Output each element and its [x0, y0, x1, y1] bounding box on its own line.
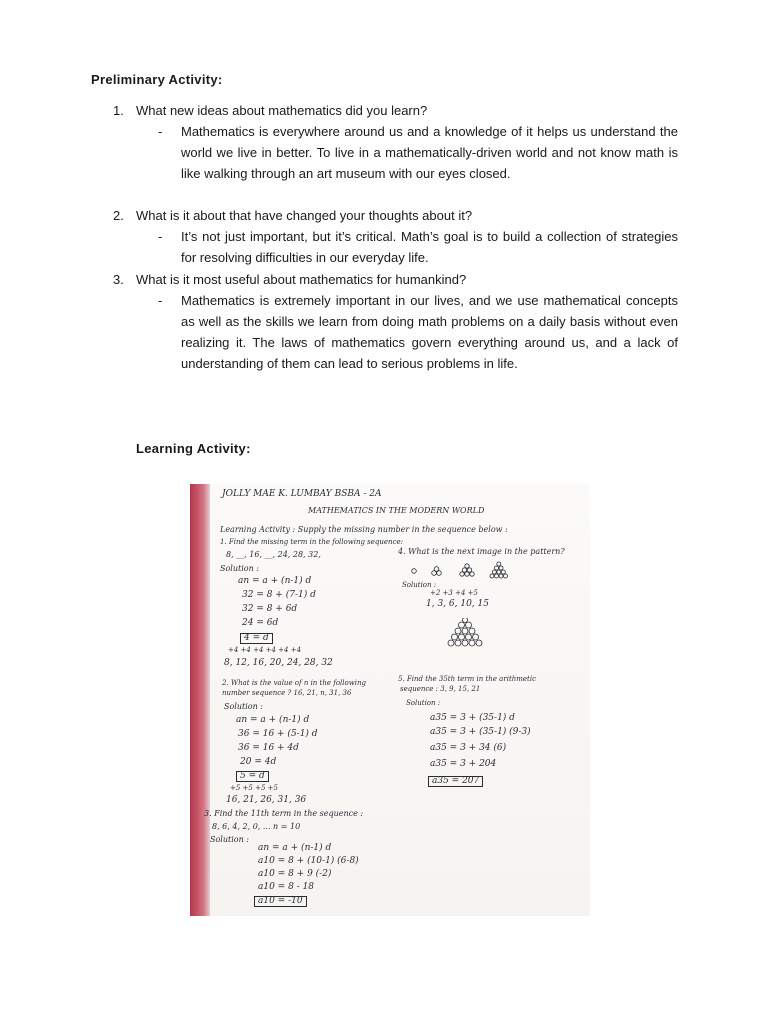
- p3-answer-box: a10 = -10: [254, 896, 307, 907]
- answer-1: [158, 121, 678, 184]
- bullet-dash: -: [158, 229, 163, 244]
- dot-pattern-icon: [408, 560, 518, 580]
- p2-line-3: 36 = 16 + 4d: [238, 743, 299, 753]
- p2-solution-label: Solution :: [224, 702, 263, 711]
- p5-answer-box: a35 = 207: [428, 776, 483, 787]
- question-1: [113, 100, 427, 121]
- p5-line-3: a35 = 3 + 34 (6): [430, 743, 507, 753]
- p2-arcs: +5 +5 +5 +5: [230, 784, 278, 792]
- p1-line-1: an = a + (n-1) d: [238, 576, 312, 586]
- p3-solution-label: Solution :: [210, 835, 249, 844]
- p2-line-2: 36 = 16 + (5-1) d: [238, 729, 318, 739]
- p1-line-3: 32 = 8 + 6d: [242, 604, 298, 614]
- p1-line-4: 24 = 6d: [242, 618, 279, 628]
- p3-line-4: a10 = 8 - 18: [258, 882, 315, 892]
- p4-result: 1, 3, 6, 10, 15: [426, 599, 489, 609]
- p3-sequence: 8, 6, 4, 2, 0, ... n = 10: [212, 822, 301, 831]
- instruction: Learning Activity : Supply the missing number in the sequence below :: [220, 525, 508, 534]
- p5-solution-label: Solution :: [406, 699, 441, 707]
- question-2: [113, 205, 472, 226]
- worksheet-photo: [190, 484, 590, 916]
- p2-question-1: 2. What is the value of n in the following: [222, 679, 366, 687]
- p1-question: 1. Find the missing term in the following sequence:: [220, 538, 403, 546]
- p3-line-3: a10 = 8 + 9 (-2): [258, 869, 332, 879]
- p4-solution-label: Solution :: [402, 581, 437, 589]
- p2-answer-box: 5 = d: [236, 771, 269, 782]
- p1-result: 8, 12, 16, 20, 24, 28, 32: [224, 658, 333, 668]
- p4-question: 4. What is the next image in the pattern?: [398, 547, 565, 556]
- learning-heading: Learning Activity:: [136, 441, 251, 456]
- p2-line-4: 20 = 4d: [240, 757, 277, 767]
- question-text: What new ideas about mathematics did you learn?: [136, 103, 428, 118]
- p5-question-2: sequence : 3, 9, 15, 21: [400, 685, 481, 693]
- p3-line-1: an = a + (n-1) d: [258, 843, 332, 853]
- bullet-dash: -: [158, 293, 163, 308]
- p2-question-2: number sequence ? 16, 21, n, 31, 36: [222, 689, 352, 697]
- p5-line-2: a35 = 3 + (35-1) (9-3): [430, 727, 531, 737]
- p3-line-2: a10 = 8 + (10-1) (6-8): [258, 856, 359, 866]
- p1-answer-box: 4 = d: [240, 633, 273, 644]
- answer-text: Mathematics is everywhere around us and a knowledge of it helps us understand the world we live in better. To live in a mathematically-driven world and not know math is like walking through an art museum with our eyes closed.: [181, 124, 678, 181]
- p5-question-1: 5. Find the 35th term in the arithmetic: [398, 675, 537, 683]
- p1-solution-label: Solution :: [220, 564, 259, 573]
- triangle-dots-icon: [446, 618, 486, 648]
- p2-result: 16, 21, 26, 31, 36: [226, 795, 307, 805]
- subject-title: MATHEMATICS IN THE MODERN WORLD: [308, 506, 485, 515]
- answer-text: It’s not just important, but it’s critical. Math’s goal is to build a collection of strategies for resolving difficulties in our everyday life.: [181, 229, 678, 265]
- question-text: What is it most useful about mathematics for humankind?: [136, 272, 467, 287]
- p2-line-1: an = a + (n-1) d: [236, 715, 310, 725]
- p5-line-1: a35 = 3 + (35-1) d: [430, 713, 515, 723]
- p4-arcs: +2 +3 +4 +5: [430, 589, 478, 597]
- student-name: JOLLY MAE K. LUMBAY BSBA - 2A: [222, 489, 382, 499]
- p3-question: 3. Find the 11th term in the sequence :: [204, 809, 364, 818]
- question-number: 1.: [113, 103, 124, 118]
- p1-arcs: +4 +4 +4 +4 +4 +4: [228, 646, 302, 654]
- answer-3: [158, 290, 678, 374]
- question-number: 2.: [113, 208, 124, 223]
- answer-2: [158, 226, 678, 268]
- question-text: What is it about that have changed your thoughts about it?: [136, 208, 473, 223]
- bullet-dash: -: [158, 124, 163, 139]
- question-number: 3.: [113, 272, 124, 287]
- preliminary-heading: Preliminary Activity:: [91, 72, 223, 87]
- p1-sequence: 8, __, 16, __, 24, 28, 32,: [226, 550, 321, 559]
- p1-line-2: 32 = 8 + (7-1) d: [242, 590, 316, 600]
- p5-line-4: a35 = 3 + 204: [430, 759, 497, 769]
- question-3: [113, 269, 466, 290]
- answer-text: Mathematics is extremely important in our lives, and we use mathematical concepts as well as the skills we learn from doing math problems on a daily basis without even realizing it. The laws of mathematics govern everything around us, and a lack of understanding of them can lead to serious problems in life.: [181, 293, 678, 371]
